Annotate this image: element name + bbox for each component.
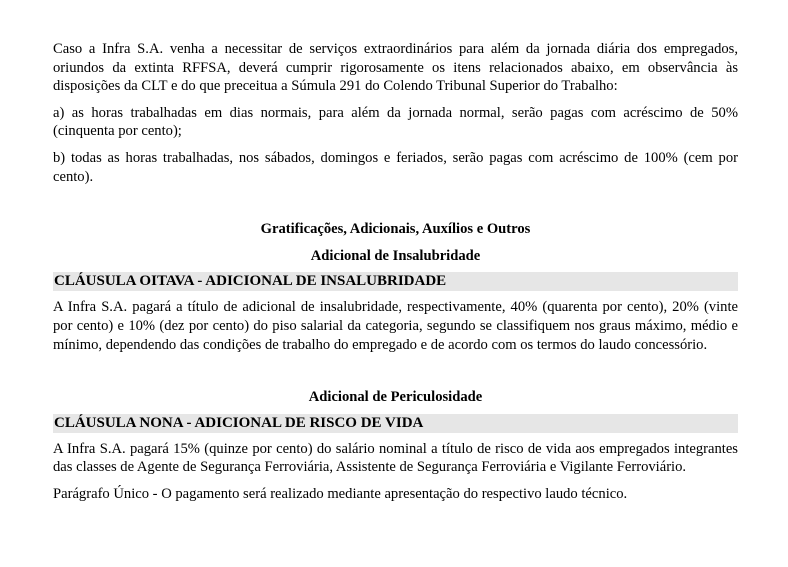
intro-paragraph: Caso a Infra S.A. venha a necessitar de serviços extraordinários para além da jornada diária dos empregados, oriundos da extinta RFFSA, deverá cumprir rigorosamente os itens relacionados abaixo, em observância às disposições da CLT e do que preceitua a Súmula 291 do Colendo Tribunal Superior do Trabalho: <box>53 41 738 95</box>
clause-nona-heading: CLÁUSULA NONA - ADICIONAL DE RISCO DE VIDA <box>53 414 738 433</box>
periculosidade-subtitle: Adicional de Periculosidade <box>308 389 483 406</box>
clause-oitava-text: A Infra S.A. pagará a título de adicional de insalubridade, respectivamente, 40% (quarenta por cento), 20% (vinte por cento) e 10% (dez por cento) do piso salarial da categoria, segundo se classifiquem nos graus máximo, médio e mínimo, dependendo das condições de trabalho do empregado e de acordo com os termos do laudo concessório. <box>53 299 738 353</box>
document-page <box>53 40 738 504</box>
item-b: b) todas as horas trabalhadas, nos sábados, domingos e feriados, serão pagas com acréscimo de 100% (cem por cento). <box>53 149 738 185</box>
paragrafo-unico: Parágrafo Único - O pagamento será realizado mediante apresentação do respectivo laudo técnico. <box>53 485 628 502</box>
item-a: a) as horas trabalhadas em dias normais, para além da jornada normal, serão pagas com acréscimo de 50% (cinquenta por cento); <box>53 104 738 140</box>
insalubridade-subtitle: Adicional de Insalubridade <box>310 247 481 264</box>
clause-oitava-heading: CLÁUSULA OITAVA - ADICIONAL DE INSALUBRIDADE <box>53 272 738 291</box>
section-title: Gratificações, Adicionais, Auxílios e Outros <box>260 221 531 238</box>
clause-nona-text: A Infra S.A. pagará 15% (quinze por cento) do salário nominal a título de risco de vida aos empregados integrantes das classes de Agente de Segurança Ferroviária, Assistente de Segurança Ferroviária e Vigilante Ferroviário. <box>53 440 738 476</box>
